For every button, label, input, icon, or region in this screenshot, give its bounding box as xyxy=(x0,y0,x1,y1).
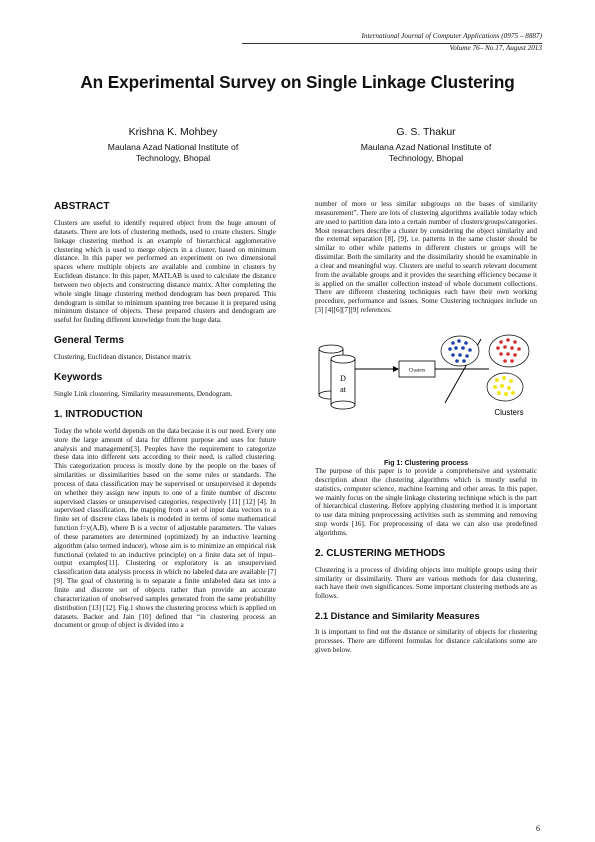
author-block-1 xyxy=(58,126,288,163)
affiliation-line: Maulana Azad National Institute of xyxy=(107,142,239,152)
distance-section-heading: 2.1 Distance and Similarity Measures xyxy=(315,610,480,622)
introduction-text: Today the whole world depends on the data because it is our need. Every one store the large amount of data for different purpose and uses for future analysis and management[3]. Peoples have the requirement to categorize these data into different sets according to their need, is called clustering. This categorization process is mostly done by the people on the bases of similarities or dissimilarities based on the some rules or standards. The process of data classification may be supervised or unsupervised it depends on whether they assign new inputs to one of a finite number of discrete supervised classes or unsupervised categories, respectively [11] [12] [4]. In supervised classification, the mapping from a set of input data vectors to a finite set of discrete class labels is modeled in terms of some mathematical function f=y(A,B), where B is a vector of adjustable parameters. The values of these parameters are determined (optimized) by an inductive learning algorithm (also termed inducer), whose aim is to minimize an empirical risk functional (related to an inductive principle) on a finite data set of input–output examples[11]. Clustering or exploratory is an unsupervised classification data analysis process in which no labeled data are available [7][9]. The goal of clustering is to separate a finite unlabeled data set into a finite and discrete set of objects rather than provide an accurate characterization of unobserved samples generated from the same probability distribution [13] [12]. Fig.1 shows the clustering process which is applied on datasets. Backer and Jain [10] defined that “in clustering process an document or group of object is divided into a xyxy=(54,426,276,630)
author-affiliation xyxy=(311,142,541,163)
intro-continued-text: number of more or less similar subgroups on the bases of similarity measurement”. There are lots of clustering algorithms available today which are used to partition data into a certain number of clusters/groups/categories. Most researchers describe a cluster by considering the object similarity and the external separation [8], [9], i.e. patterns in the same cluster should be similar to other while patterns in different clusters or groups will be dissimilar. Both the similarity and the dissimilarity should be examinable in a clear and meaningful way. Clusters are useful to search relevant document from the available groups and it provides the searching efficiency because it is applied on the smaller collection instead of whole document collections. There are different clustering techniques each have their own working procedure, performance and issues. Some Clustering techniques include on [3] [4][6][7][9] references. xyxy=(315,200,537,315)
figure-caption: Fig 1: Clustering process xyxy=(383,459,469,467)
db-label-2: at xyxy=(340,384,346,394)
affiliation-line: Maulana Azad National Institute of xyxy=(360,142,492,152)
database-icon xyxy=(319,345,355,409)
affiliation-line: Technology, Bhopal xyxy=(388,152,464,163)
journal-header xyxy=(242,32,542,53)
distance-section-text: It is important to find out the distance or similarity of objects for clustering processes. There are different formulas for distance calculations some are given below. xyxy=(315,628,537,654)
clustering-figure xyxy=(315,333,537,467)
affiliation-line: Technology, Bhopal xyxy=(135,152,211,163)
arrow-head xyxy=(393,366,399,372)
clusters-label: Clusters xyxy=(494,407,524,417)
abstract-heading: ABSTRACT xyxy=(54,201,110,212)
author-name: G. S. Thakur xyxy=(396,126,456,138)
journal-line: International Journal of Computer Applications (0975 – 8887) xyxy=(361,32,542,40)
author-block-2 xyxy=(311,126,541,163)
clusters-box-label: Clusters xyxy=(408,368,426,374)
db-label-1: D xyxy=(340,373,346,383)
purpose-text: The purpose of this paper is to provide a comprehensive and systematic description about the clustering algorithms which is mostly useful in statistics, computer science, machine learning and other areas. In this paper, we mainly focus on the single linkage clustering technique which is the part of hierarchical clustering. Before applying clustering method it is important to use data mining preprocessing activities such as stemming and removing stop words [16]. For preprocessing of data we can also use predefined algorithms. xyxy=(315,466,537,537)
clustering-methods-text: Clustering is a process of dividing objects into multiple groups using their similarity or dissimilarity. There are various methods for data clustering, each have their own significances. Some important clustering methods are as follows. xyxy=(315,565,537,601)
author-affiliation xyxy=(58,142,288,163)
paper-title: An Experimental Survey on Single Linkage Clustering xyxy=(80,72,515,92)
right-column xyxy=(315,200,537,655)
keywords-text: Single Link clustering, Similarity measurements, Dendogram. xyxy=(54,389,233,398)
clustering-methods-heading: 2. CLUSTERING METHODS xyxy=(315,547,446,559)
volume-line: Volume 76– No.17, August 2013 xyxy=(449,43,542,52)
abstract-text: Clusters are useful to identify required object from the huge amount of datasets. There are lots of clustering methods, used to create clusters. Single linkage clustering method is an example of hierarchical agglomerative clustering which is used to merge objects in a cluster, based on minimum distance. In this paper we performed an experiment on two dimensional spaces where multiple objects are available and combine in clusters by Euclidean distance. In this paper, MATLAB is used to calculate the distance between two objects and constructing distance matrix. After completing the whole single linage clustering method dendogram has been prepared. This dendogram is similar to minimum spanning tree because it is prepared using minimum distance of objects. These prepared clusters and dendogram are useful for finding different knowledge from the huge data. xyxy=(54,219,276,325)
clustering-diagram xyxy=(315,333,537,453)
general-terms-text: Clustering, Euclidean distance, Distance matrix xyxy=(54,353,191,362)
page-number: 6 xyxy=(536,824,540,833)
author-name: Krishna K. Mohbey xyxy=(128,126,218,138)
left-column xyxy=(54,200,276,630)
general-terms-heading: General Terms xyxy=(54,335,124,347)
keywords-heading: Keywords xyxy=(54,371,103,383)
introduction-heading: 1. INTRODUCTION xyxy=(54,408,143,420)
